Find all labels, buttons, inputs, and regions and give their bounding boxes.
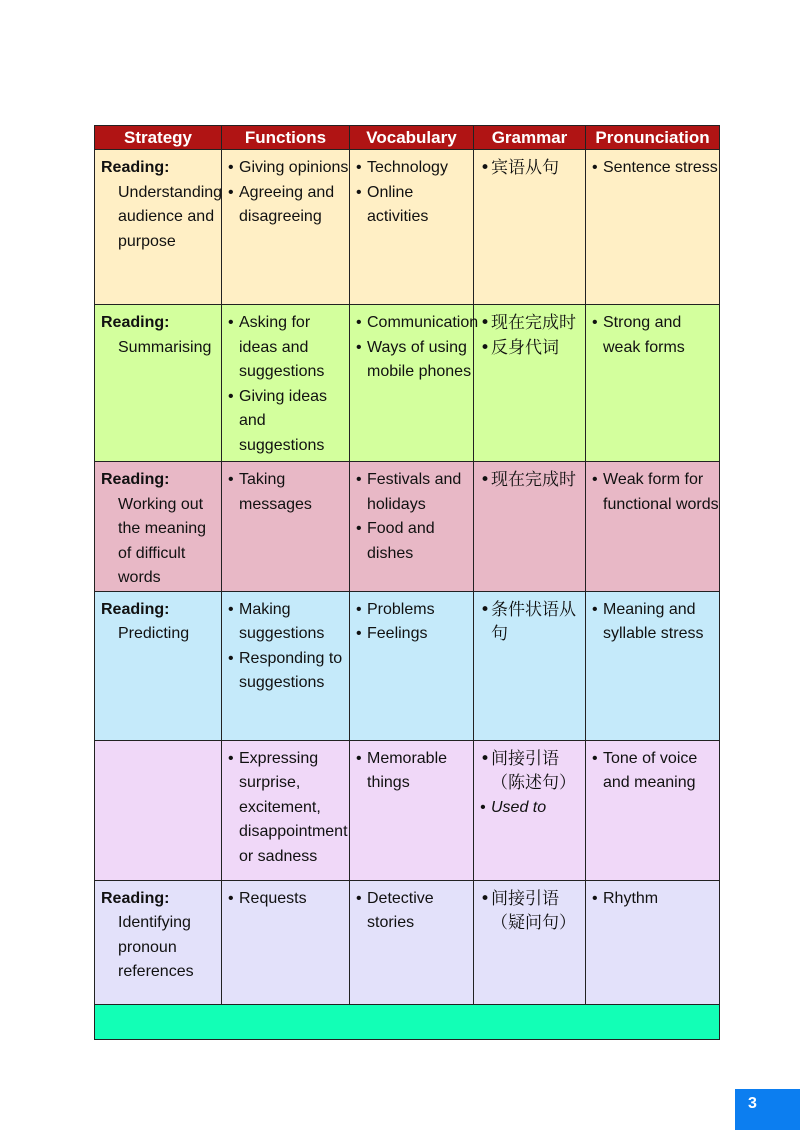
grammar-item: • 间接引语（陈述句） — [480, 747, 585, 796]
pronunciation-cell — [586, 740, 720, 880]
header-row — [95, 126, 720, 150]
functions-list — [228, 468, 349, 517]
vocabulary-cell — [350, 740, 474, 880]
pronunciation-cell — [586, 462, 720, 592]
grammar-list — [480, 156, 585, 181]
pronunciation-cell — [586, 591, 720, 740]
table-row — [95, 462, 720, 592]
pronunciation-list — [592, 311, 719, 360]
strategy-description: Summarising — [118, 338, 212, 356]
pronunciation-list — [592, 598, 719, 647]
grammar-list — [480, 311, 585, 360]
vocabulary-item: • Communication — [356, 311, 473, 336]
functions-item: • Agreeing and disagreeing — [228, 181, 349, 230]
functions-item: • Responding to suggestions — [228, 647, 349, 696]
functions-list — [228, 747, 349, 870]
strategy-description: Predicting — [118, 625, 190, 642]
pronunciation-list — [592, 468, 719, 517]
table-row — [95, 880, 720, 1004]
functions-item: • Giving ideas and suggestions — [228, 385, 349, 459]
functions-item: • Making suggestions — [228, 598, 349, 647]
functions-cell — [222, 591, 350, 740]
strategy-title: Reading: — [101, 314, 170, 331]
pronunciation-item: • Sentence stress — [592, 156, 719, 181]
syllabus-table — [94, 125, 720, 1040]
vocabulary-list — [356, 156, 473, 230]
strategy-cell — [95, 880, 222, 1004]
table-body — [95, 150, 720, 1040]
vocabulary-cell — [350, 150, 474, 305]
table-row — [95, 150, 720, 305]
strategy-cell — [95, 462, 222, 592]
functions-list — [228, 311, 349, 458]
vocabulary-item: • Food and dishes — [356, 517, 473, 566]
pronunciation-list — [592, 747, 719, 796]
grammar-list — [480, 887, 585, 936]
functions-item: • Expressing surprise, excitement, disappointment or sadness — [228, 747, 349, 870]
strategy-cell — [95, 305, 222, 462]
vocabulary-list — [356, 311, 479, 385]
pronunciation-list — [592, 887, 719, 912]
functions-item: • Requests — [228, 887, 349, 912]
vocabulary-list — [356, 747, 473, 796]
page-number: 3 — [735, 1089, 800, 1130]
functions-item: • Taking messages — [228, 468, 349, 517]
strategy-title: Reading: — [101, 600, 170, 618]
grammar-list — [480, 468, 585, 493]
vocabulary-item: • Ways of using mobile phones — [356, 336, 473, 385]
grammar-item: • 条件状语从句 — [480, 598, 585, 647]
functions-list — [228, 887, 349, 912]
grammar-item: • Used to — [480, 796, 585, 821]
vocabulary-item: • Technology — [356, 156, 473, 181]
strategy-cell — [95, 740, 222, 880]
pronunciation-list — [592, 156, 719, 181]
functions-item: • Giving opinions — [228, 156, 349, 181]
grammar-cell — [474, 740, 586, 880]
strategy-title: Reading: — [101, 159, 170, 176]
table-row — [95, 591, 720, 740]
header-functions: Functions — [222, 126, 350, 150]
grammar-list — [480, 598, 585, 647]
vocabulary-cell — [350, 880, 474, 1004]
functions-list — [228, 598, 349, 696]
pronunciation-item: • Meaning and syllable stress — [592, 598, 719, 647]
header-pronunciation: Pronunciation — [586, 126, 720, 150]
grammar-item: • 现在完成时 — [480, 468, 585, 493]
pronunciation-cell — [586, 150, 720, 305]
strategy-description: Identifying pronoun references — [118, 914, 194, 980]
vocabulary-list — [356, 598, 473, 647]
strategy-cell — [95, 150, 222, 305]
grammar-list — [480, 747, 585, 821]
grammar-cell — [474, 462, 586, 592]
vocabulary-cell — [350, 305, 479, 462]
functions-cell — [222, 462, 350, 592]
strategy-title: Reading: — [101, 889, 170, 907]
footer-band-row — [95, 1004, 720, 1039]
vocabulary-item: • Online activities — [356, 181, 473, 230]
header-grammar: Grammar — [474, 126, 586, 150]
strategy-description: Understanding audience and purpose — [118, 183, 223, 250]
footer-band — [95, 1004, 720, 1039]
vocabulary-cell — [350, 462, 474, 592]
table-row — [95, 305, 720, 462]
pronunciation-item: • Tone of voice and meaning — [592, 747, 719, 796]
vocabulary-list — [356, 887, 473, 936]
grammar-item: • 反身代词 — [480, 336, 585, 361]
vocabulary-item: • Detective stories — [356, 887, 473, 936]
vocabulary-item: • Feelings — [356, 622, 473, 647]
functions-cell — [222, 150, 350, 305]
pronunciation-item: • Strong and weak forms — [592, 311, 719, 360]
strategy-cell — [95, 591, 222, 740]
grammar-cell — [474, 150, 586, 305]
header-vocabulary: Vocabulary — [350, 126, 474, 150]
vocabulary-item: • Memorable things — [356, 747, 473, 796]
grammar-item: • 宾语从句 — [480, 156, 585, 181]
strategy-description: Working out the meaning of difficult words — [118, 495, 207, 586]
grammar-cell — [474, 880, 586, 1004]
functions-item: • Asking for ideas and suggestions — [228, 311, 349, 385]
functions-list — [228, 156, 349, 230]
pronunciation-item: • Rhythm — [592, 887, 719, 912]
vocabulary-list — [356, 468, 473, 566]
vocabulary-cell — [350, 591, 474, 740]
functions-cell — [222, 880, 350, 1004]
grammar-cell — [474, 591, 586, 740]
strategy-title: Reading: — [101, 471, 170, 488]
functions-cell — [222, 740, 350, 880]
grammar-cell — [474, 305, 586, 462]
pronunciation-cell — [586, 305, 720, 462]
pronunciation-cell — [586, 880, 720, 1004]
pronunciation-item: • Weak form for functional words — [592, 468, 719, 517]
functions-cell — [222, 305, 350, 462]
vocabulary-item: • Festivals and holidays — [356, 468, 473, 517]
grammar-item: • 间接引语（疑问句） — [480, 887, 585, 936]
table-row — [95, 740, 720, 880]
grammar-item: • 现在完成时 — [480, 311, 585, 336]
vocabulary-item: • Problems — [356, 598, 473, 623]
header-strategy: Strategy — [95, 126, 222, 150]
